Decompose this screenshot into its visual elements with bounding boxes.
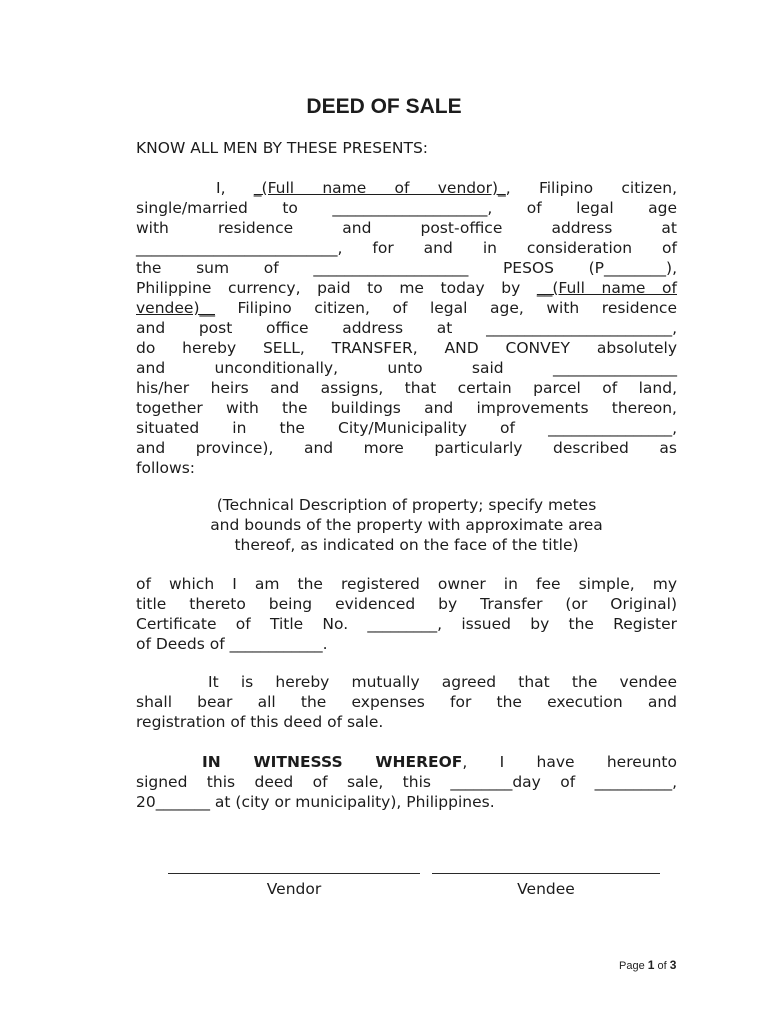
paragraph-line: 20_______ at (city or municipality), Philippines.	[136, 793, 495, 811]
page-word: Page	[619, 960, 645, 972]
paragraph-line: title thereto being evidenced by Transfer (or Original)	[136, 595, 677, 613]
vendee-signature-block	[432, 873, 660, 898]
paragraph-line: shall bear all the expenses for the execution and	[136, 693, 677, 711]
vendor-signature-line	[168, 873, 420, 874]
vendee-label: Vendee	[517, 880, 575, 898]
text-fragment: I,	[216, 179, 254, 197]
vendee-name-placeholder: __(Full name of	[536, 279, 677, 297]
paragraph-line: his/her heirs and assigns, that certain parcel of land,	[136, 379, 677, 397]
paragraph-line	[136, 178, 677, 198]
page-total: 3	[669, 958, 677, 972]
paragraph-line: and post office address at ________________________,	[136, 319, 677, 337]
paragraph-expenses	[136, 672, 677, 732]
paragraph-line: It is hereby mutually agreed that the vendee	[208, 673, 677, 691]
page-footer	[619, 958, 676, 972]
paragraph-ownership	[136, 574, 677, 654]
vendee-signature-line	[432, 873, 660, 874]
paragraph-line: and bounds of the property with approximate area	[210, 516, 603, 534]
paragraph-line: single/married to ____________________, of legal age	[136, 199, 677, 217]
greeting: KNOW ALL MEN BY THESE PRESENTS:	[136, 139, 429, 157]
text-fragment: Filipino citizen, of legal age, with residence	[215, 299, 677, 317]
vendee-name-placeholder-cont: vendee)__	[136, 299, 215, 317]
vendor-name-placeholder: _(Full name of vendor)_	[253, 179, 506, 197]
vendor-signature-block	[168, 873, 420, 898]
technical-description	[136, 495, 677, 555]
paragraph-line: of which I am the registered owner in fee simple, my	[136, 575, 677, 593]
paragraph-line: __________________________, for and in consideration of	[136, 239, 677, 257]
vendor-label: Vendor	[266, 880, 322, 898]
text-fragment: , Filipino citizen,	[505, 179, 677, 197]
paragraph-sale-terms	[136, 178, 677, 478]
paragraph-line: together with the buildings and improvements thereon,	[136, 399, 677, 417]
paragraph-line: signed this deed of sale, this ________day of __________,	[136, 773, 677, 791]
paragraph-line	[136, 298, 677, 318]
of-word: of	[657, 960, 667, 972]
paragraph-line: situated in the City/Municipality of ________________,	[136, 419, 677, 437]
witness-heading: IN WITNESSS WHEREOF	[202, 753, 463, 771]
paragraph-line: of Deeds of ____________.	[136, 635, 328, 653]
text-fragment: , I have hereunto	[462, 753, 677, 771]
paragraph-line: and unconditionally, unto said ________________	[136, 359, 677, 377]
page-number: 1	[647, 958, 655, 972]
text-fragment: Philippine currency, paid to me today by	[136, 279, 537, 297]
paragraph-line: registration of this deed of sale.	[136, 713, 384, 731]
paragraph-line: follows:	[136, 459, 196, 477]
paragraph-line: thereof, as indicated on the face of the title)	[234, 536, 579, 554]
document-title: DEED OF SALE	[306, 95, 462, 118]
paragraph-line: do hereby SELL, TRANSFER, AND CONVEY absolutely	[136, 339, 677, 357]
paragraph-line: (Technical Description of property; specify metes	[216, 496, 597, 514]
paragraph-line: with residence and post-office address at	[136, 219, 677, 237]
paragraph-line: the sum of ____________________ PESOS (P________),	[136, 259, 677, 277]
paragraph-witness	[136, 752, 677, 812]
paragraph-line: and province), and more particularly described as	[136, 439, 677, 457]
paragraph-line: Certificate of Title No. _________, issued by the Register	[136, 615, 677, 633]
paragraph-line	[136, 752, 677, 772]
paragraph-line	[136, 278, 677, 298]
